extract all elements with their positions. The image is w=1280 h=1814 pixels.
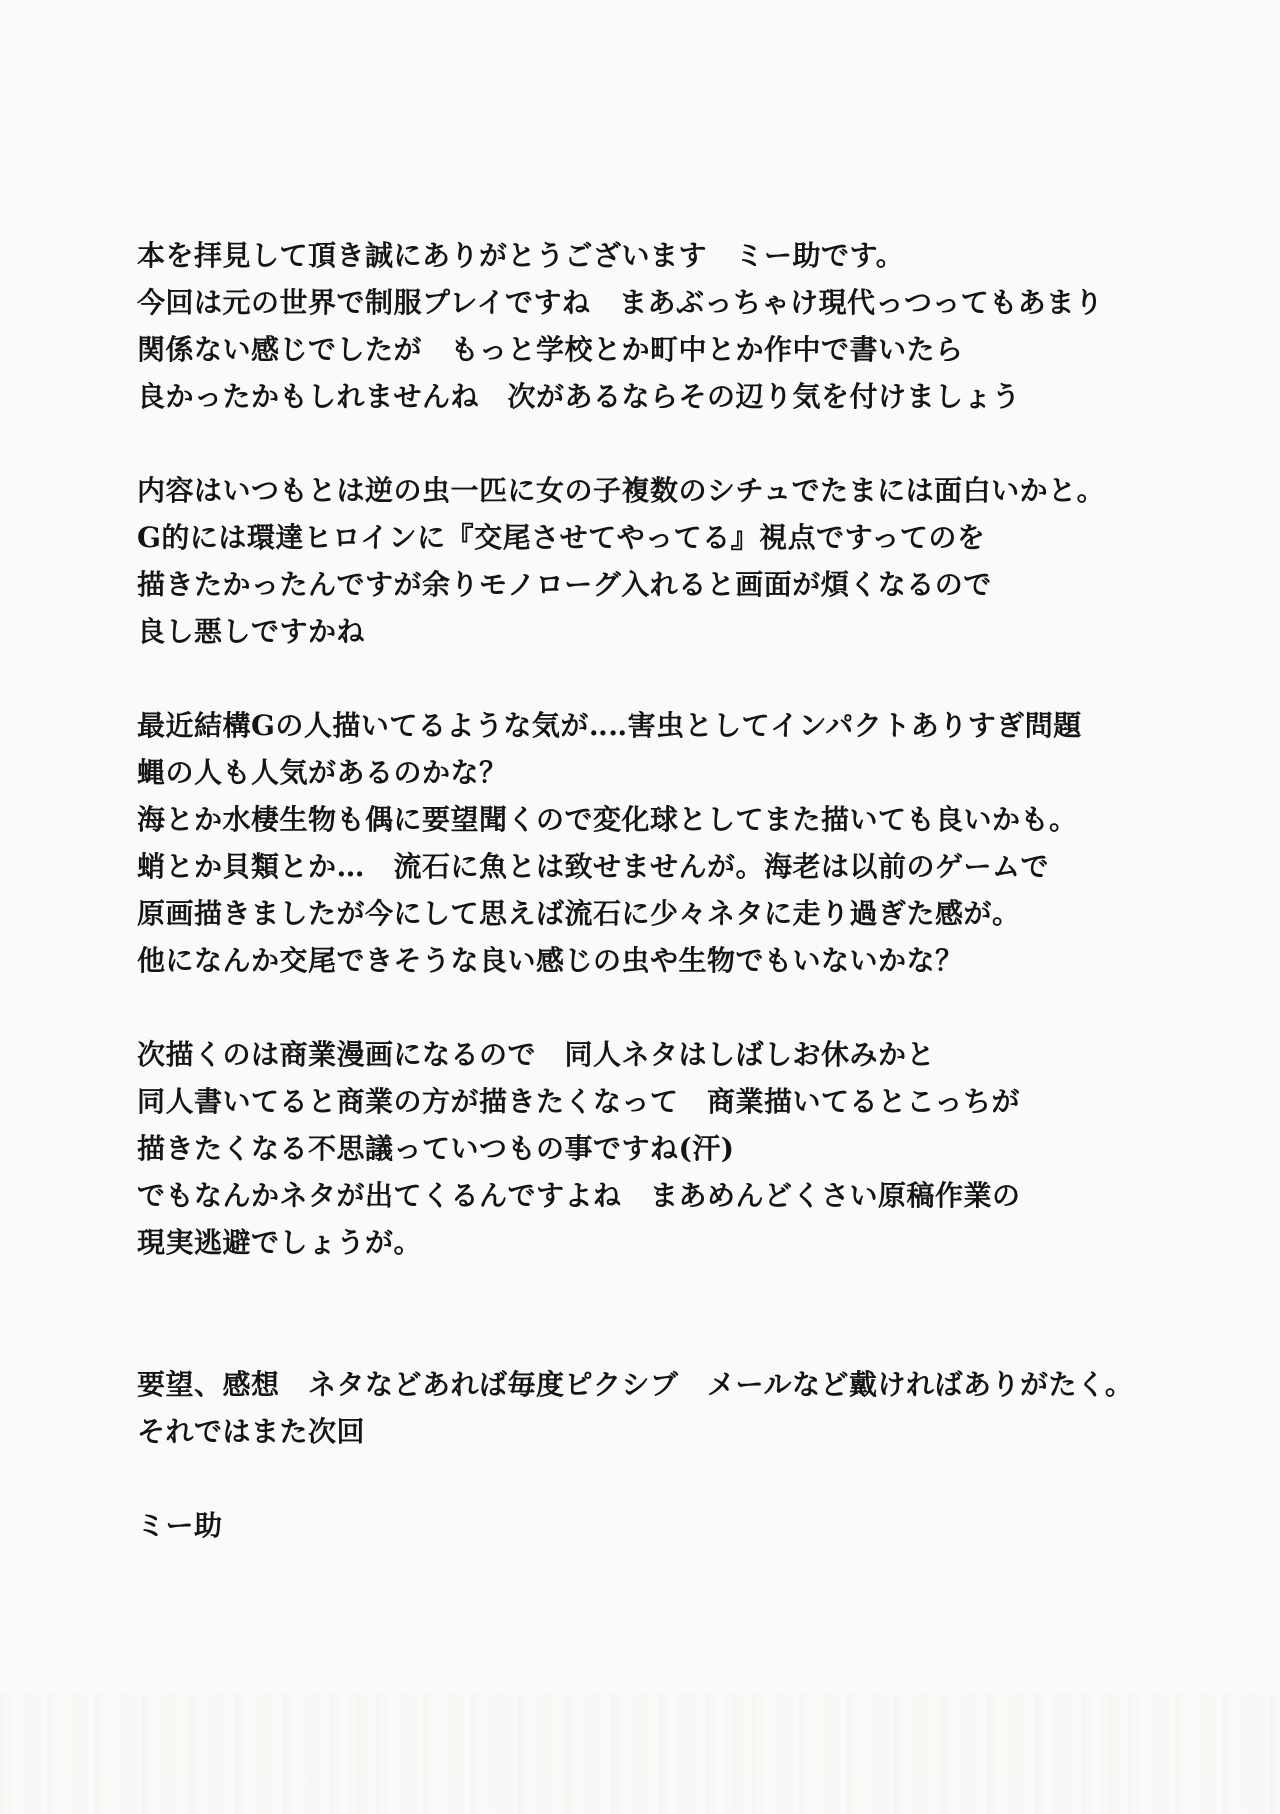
text-line: 蝿の人も人気があるのかな？ [137, 756, 508, 789]
text-line: 本を拝見して頂き誠にありがとうございます ミー助です。 [137, 239, 905, 272]
text-line: 良し悪しですかね [137, 615, 366, 648]
text-line: 海とか水棲生物も偶に要望聞くので変化球としてまた描いても良いかも。 [137, 803, 1078, 836]
text-line: 同人書いてると商業の方が描きたくなって 商業描いてるとこっちが [137, 1085, 1020, 1118]
paragraph-greeting [137, 232, 1157, 420]
text-line: 最近結構Gの人描いてるような気が‥‥害虫としてインパクトありすぎ問題 [137, 709, 1082, 742]
text-line: 描きたかったんですが余りモノローグ入れると画面が煩くなるので [137, 568, 992, 601]
text-line: それではまた次回 [137, 1415, 366, 1448]
paragraph-next-work [137, 1031, 1157, 1266]
signature [137, 1502, 1157, 1549]
text-line: 内容はいつもとは逆の虫一匹に女の子複数のシチュでたまには面白いかと。 [137, 474, 1106, 507]
signature-name: ミー助 [137, 1509, 223, 1542]
text-line: 次描くのは商業漫画になるので 同人ネタはしばしお休みかと [137, 1038, 936, 1071]
text-line: 描きたくなる不思議っていつもの事ですね(汗) [137, 1132, 735, 1165]
text-line: 今回は元の世界で制服プレイですね まあぶっちゃけ現代っつってもあまり [137, 286, 1104, 319]
text-line: でもなんかネタが出てくるんですよね まあめんどくさい原稿作業の [137, 1179, 1021, 1212]
afterword-text-block [137, 232, 1157, 1596]
text-line: 良かったかもしれませんね 次があるならその辺り気を付けましょう [137, 380, 1021, 413]
text-line: 関係ない感じでしたが もっと学校とか町中とか作中で書いたら [137, 333, 964, 366]
paragraph-closing [137, 1361, 1157, 1455]
text-line: 他になんか交尾できそうな良い感じの虫や生物でもいないかな？ [137, 944, 964, 977]
text-line: 原画描きましたが今にして思えば流石に少々ネタに走り過ぎた感が。 [137, 897, 1021, 930]
text-line: 要望、感想 ネタなどあれば毎度ピクシブ メールなど戴ければありがたく。 [137, 1368, 1134, 1401]
paragraph-creatures [137, 702, 1157, 984]
text-line: G的には環達ヒロインに『交尾させてやってる』視点ですってのを [137, 521, 986, 554]
paragraph-content-notes [137, 467, 1157, 655]
text-line: 蛸とか貝類とか… 流石に魚とは致せませんが。海老は以前のゲームで [137, 850, 1050, 883]
text-line: 現実逃避でしょうが。 [137, 1226, 423, 1259]
